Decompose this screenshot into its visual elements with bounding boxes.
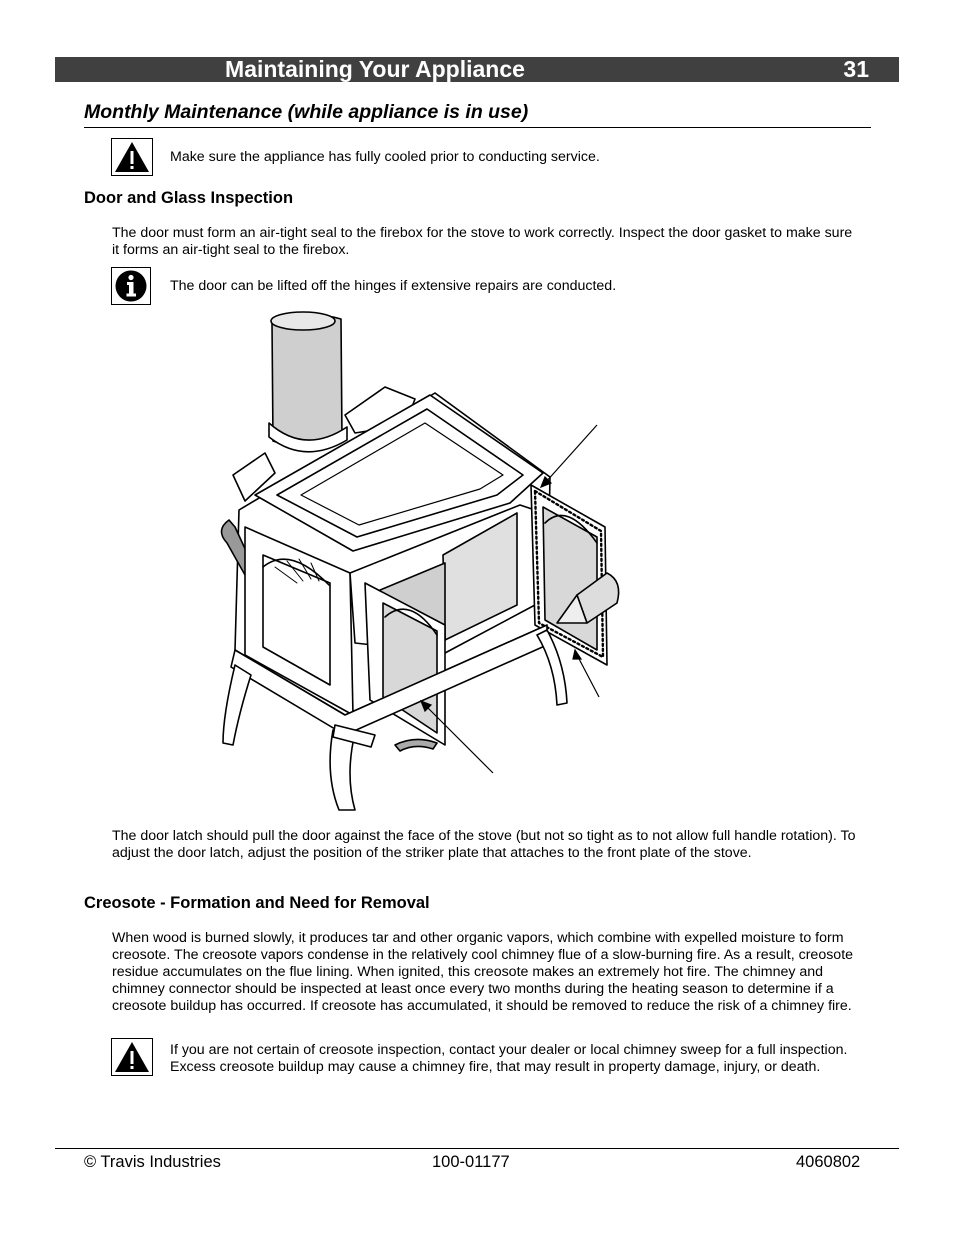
- page-title: Maintaining Your Appliance: [225, 56, 525, 82]
- creosote-warning-text: If you are not certain of creosote inspection, contact your dealer or local chimney sweep for a full inspection. Excess creosote buildup may cause a chimney fire, that may result in property damage, injury, or death.: [170, 1042, 848, 1075]
- door-latch-paragraph: The door latch should pull the door against the face of the stove (but not so tight as to not allow full handle rotation). To adjust the door latch, adjust the position of the striker plate that attaches to the front plate of the stove.: [112, 828, 856, 861]
- door-removal-note: The door can be lifted off the hinges if extensive repairs are conducted.: [170, 278, 617, 294]
- creosote-heading: Creosote - Formation and Need for Removal: [84, 894, 430, 912]
- creosote-paragraph: When wood is burned slowly, it produces tar and other organic vapors, which combine with expelled moisture to form creosote. The creosote vapors condense in the relatively cool chimney flue of a slow-burning fire. As a result, creosote residue accumulates on the flue lining. When ignited, this creosote makes an extremely hot fire. The chimney and chimney connector should be inspected at least once every two months during the heating season to determine if a creosote buildup has occurred. If creosote has accumulated, it should be removed to reduce the risk of a chimney fire.: [112, 930, 854, 1014]
- cool-warning-text: Make sure the appliance has fully cooled prior to conducting service.: [170, 149, 600, 165]
- page-header: [55, 57, 899, 82]
- footer-code: 4060802: [796, 1153, 861, 1171]
- page-number: 31: [843, 56, 869, 82]
- info-icon: [111, 267, 151, 305]
- stove-door-illustration: [205, 305, 645, 815]
- door-glass-paragraph: The door must form an air-tight seal to the firebox for the stove to work correctly. Inspect the door gasket to make sure it forms an air-tight seal to the firebox.: [112, 225, 853, 258]
- door-glass-heading: Door and Glass Inspection: [84, 189, 294, 207]
- section-divider: [84, 127, 871, 128]
- footer-divider: [55, 1148, 899, 1149]
- footer-copyright: © Travis Industries: [84, 1153, 221, 1171]
- warning-triangle-icon: [111, 1038, 153, 1076]
- warning-triangle-icon: [111, 138, 153, 176]
- footer-doc-number: 100-01177: [432, 1153, 510, 1171]
- section-title: Monthly Maintenance (while appliance is in use): [84, 101, 529, 123]
